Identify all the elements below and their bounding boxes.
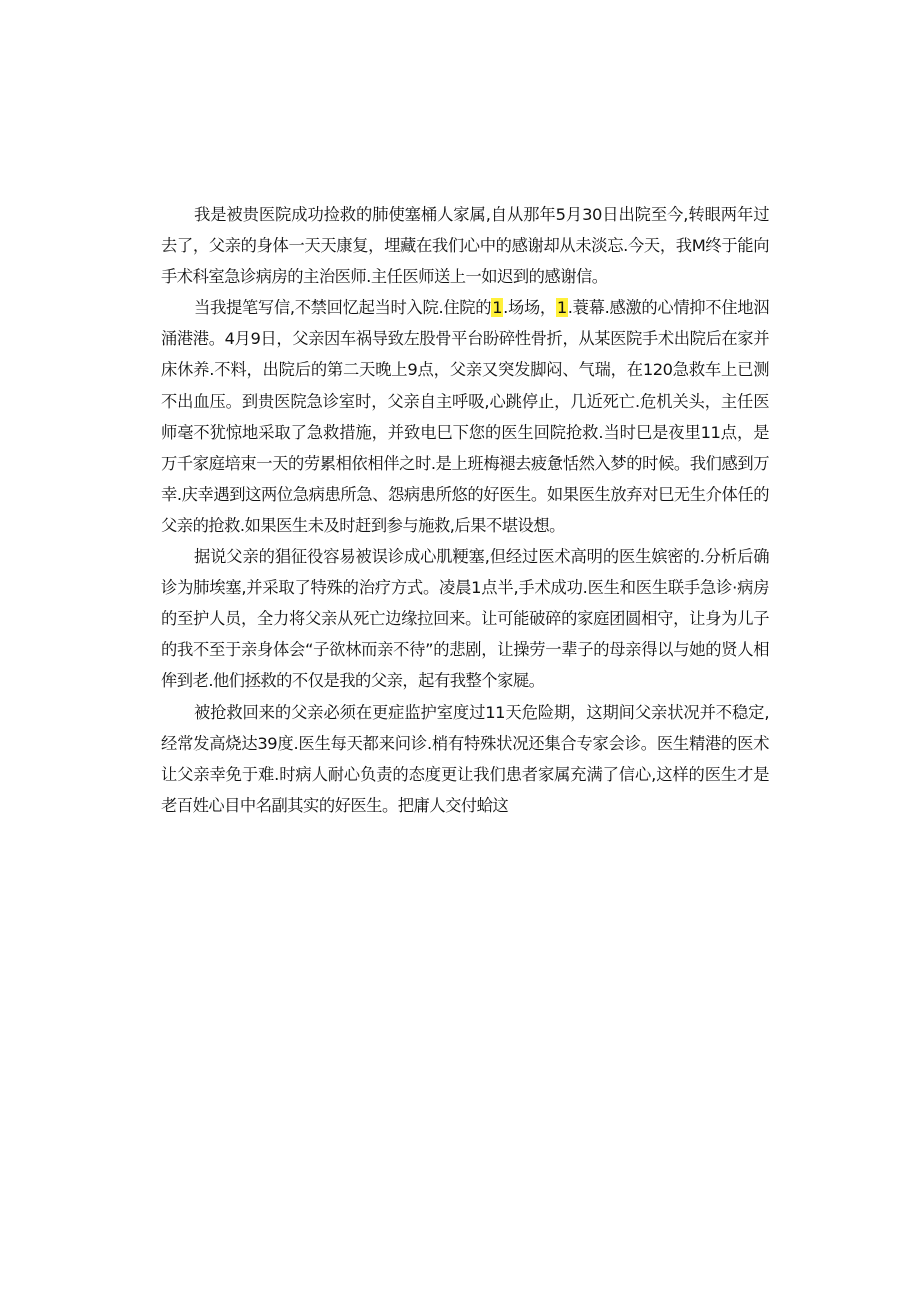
paragraph-1: 我是被贵医院成功捡救的肺使塞桶人家属,自从那年5月30日出院至今,转眼两年过去了，父亲的身体一天天康复，埋藏在我们心中的感谢却从未淡忘.今天，我M终于能向手术科室急诊病房的主治医师.主任医师送上一如迟到的感谢信。 <box>161 205 769 287</box>
letter-body <box>161 199 769 821</box>
highlight-mark-1: 1 <box>492 298 503 318</box>
paragraph-3: 据说父亲的猖征役容易被误诊成心肌粳塞,但经过医术高明的医生嫔密的.分析后确诊为肺埃塞,并采取了特殊的治疗方式。凌晨1点半,手术成功.医生和医生联手急诊·病房的至护人员，全力将父亲从死亡边缘拉回来。让可能破碎的家庭团圆相守，让身为儿子的我不至于亲身体会“子欲林而亲不待”的悲剧，让操劳一辈子的母亲得以与她的贤人相侔到老.他们拯救的不仅是我的父亲，起有我整个家屣。 <box>161 547 769 691</box>
paragraph-4: 被抢救回来的父亲必须在更症监护室度过11天危险期，这期间父亲状况并不稳定,经常发高烧达39度.医生每天都来问诊.梢有特殊状况还集合专家会诊。医生精港的医术让父亲幸免于难.时病人耐心负责的态度更让我们患者家属充满了信心,这样的医生才是老百姓心目中名副其实的好医生。把庸人交付蛤这 <box>161 702 769 815</box>
highlight-mark-2: 1 <box>556 298 567 318</box>
paragraph-2-text-middle: .场场， <box>503 298 556 318</box>
paragraph-2-text-rest: .蓑幕.感激的心情抑不住地泅涌港港。4月9日，父亲因车祸导致左股骨平台盼碎性骨折，从某医院手术出院后在家并床休养.不料，出院后的第二天晚上9点，父亲又突发脚闷、气瑞，在120急救车上已测不出血压。到贵医院急诊室时，父亲自主呼吸,心跳停止，几近死亡.危机关头，主任医师毫不犹惊地采取了急救措施，并致电巳下您的医生回院抢救.当时巳是夜里11点，是万千家庭培束一天的劳累相依相伴之时.是上班梅褪去疲惫恬然入梦的时候。我们感到万幸.庆幸遇到这两位急病患所急、怨病患所悠的好医生。如果医生放弃对巳无生介体任的父亲的抢救.如果医生未及时赶到参与施救,后果不堪设想。 <box>161 298 769 535</box>
paragraph-2-text-start: 当我提笔写信,不禁回忆起当时入院.住院的 <box>194 298 492 318</box>
paragraph-2 <box>161 292 769 541</box>
